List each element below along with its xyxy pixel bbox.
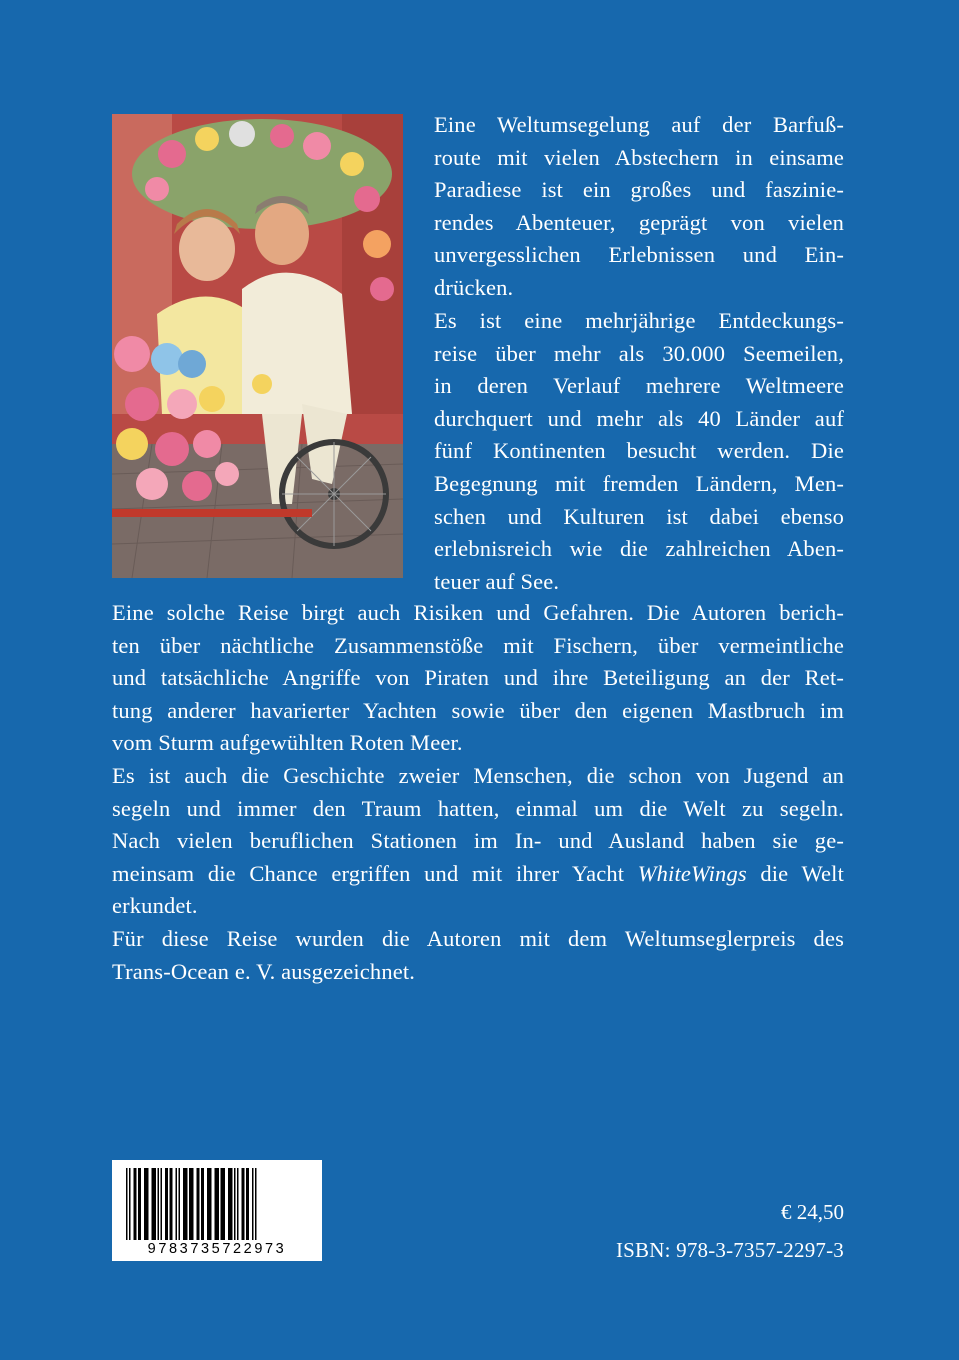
text-line: durchquert und mehr als 40 Länder auf [434, 405, 844, 431]
price: € 24,50 [781, 1200, 844, 1224]
isbn: ISBN: 978-3-7357-2297-3 [615, 1238, 844, 1262]
story-paragraph [112, 760, 844, 923]
barcode-bar [134, 1168, 137, 1240]
barcode-bar [165, 1168, 168, 1240]
barcode-bar [221, 1168, 226, 1240]
barcode-bar [234, 1168, 236, 1240]
text-line: rendes Abenteuer, geprägt von vielen [434, 209, 844, 235]
barcode-bar [129, 1168, 131, 1240]
barcode-bar [197, 1168, 200, 1240]
text-line: Für diese Reise wurden die Autoren mit dem Weltumseglerpreis des [112, 926, 844, 951]
text-line: Paradiese ist ein großes und faszinie- [434, 177, 844, 203]
yacht-name: WhiteWings [637, 860, 747, 886]
barcode-bar [158, 1168, 160, 1240]
text-line: drücken. [434, 274, 514, 300]
barcode-bar [237, 1168, 239, 1240]
barcode [112, 1160, 322, 1261]
barcode-bar [138, 1168, 141, 1240]
text-line: reise über mehr als 30.000 Seemeilen, [434, 340, 844, 366]
barcode-bar [183, 1168, 188, 1240]
barcode-bar [189, 1168, 194, 1240]
journey-paragraph [434, 305, 844, 598]
text-line: erkundet. [112, 893, 198, 919]
text-line: vom Sturm aufgewühlten Roten Meer. [112, 730, 463, 756]
text-line: ten über nächtliche Zusammenstöße mit Fischern, über vermeintliche [112, 632, 844, 658]
barcode-bar [179, 1168, 181, 1240]
text-fragment: meinsam die Chance ergriffen und mit ihrer Yacht [112, 860, 638, 886]
barcode-bar [246, 1168, 249, 1240]
rickshaw-photo-illustration [112, 114, 403, 578]
text-line-with-yacht-name [112, 858, 844, 891]
text-line: in deren Verlauf mehrere Weltmeere [434, 373, 844, 399]
text-line: Nach vielen beruflichen Stationen im In- und Ausland haben sie ge- [112, 828, 844, 854]
text-line: Eine solche Reise birgt auch Risiken und Gefahren. Die Autoren berich- [112, 600, 844, 625]
barcode-bar [255, 1168, 257, 1240]
cover-photo [112, 114, 403, 578]
text-line: Trans-Ocean e. V. ausgezeichnet. [112, 958, 416, 984]
barcode-bar [215, 1168, 220, 1240]
text-line: Es ist auch die Geschichte zweier Menschen, die schon von Jugend an [112, 763, 844, 788]
barcode-bar [152, 1168, 157, 1240]
text-line: unvergesslichen Erlebnissen und Ein- [434, 242, 844, 268]
risks-paragraph [112, 597, 844, 760]
barcode-bar [252, 1168, 254, 1240]
text-line: fünf Kontinenten besucht werden. Die [434, 438, 844, 464]
text-line: tung anderer havarierter Yachten sowie über den eigenen Mastbruch im [112, 697, 844, 723]
barcode-bar [126, 1168, 128, 1240]
barcode-bar [228, 1168, 233, 1240]
text-line: erlebnisreich wie die zahlreichen Aben- [434, 536, 844, 562]
text-fragment: die Welt [746, 860, 844, 886]
award-paragraph [112, 923, 844, 988]
text-line: und tatsächliche Angriffe von Piraten und ihre Beteiligung an der Ret- [112, 665, 844, 691]
text-line: Eine Weltumsegelung auf der Barfuß- [434, 112, 844, 137]
text-line: route mit vielen Abstechern in einsame [434, 144, 844, 170]
barcode-bar [207, 1168, 212, 1240]
intro-paragraph [434, 109, 844, 305]
text-line: Begegnung mit fremden Ländern, Men- [434, 470, 844, 496]
text-line: teuer auf See. [434, 568, 560, 594]
barcode-bars [112, 1160, 322, 1242]
barcode-bar [161, 1168, 163, 1240]
text-line: schen und Kulturen ist dabei ebenso [434, 503, 844, 529]
barcode-bar [242, 1168, 245, 1240]
barcode-number: 9783735722973 [147, 1241, 287, 1257]
barcode-bar [201, 1168, 204, 1240]
barcode-bar [144, 1168, 149, 1240]
text-line: segeln und immer den Traum hatten, einmal um die Welt zu segeln. [112, 795, 844, 821]
barcode-bar [170, 1168, 173, 1240]
text-line: Es ist eine mehrjährige Entdeckungs- [434, 308, 844, 333]
barcode-bar [176, 1168, 178, 1240]
